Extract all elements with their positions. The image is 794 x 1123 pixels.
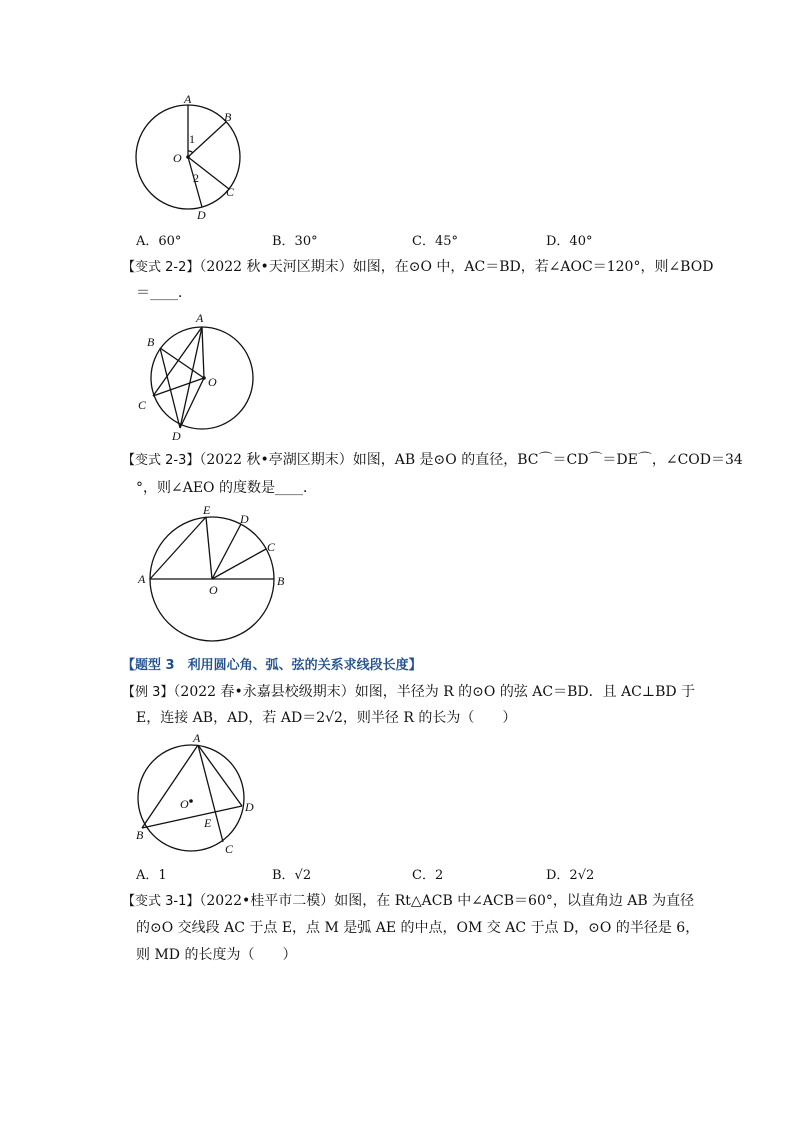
fig4-label-D: D [245,800,254,814]
fig4-label-E: E [204,816,212,830]
example-3-line1 [122,682,695,703]
fig3-label-C: C [267,540,276,554]
section-3-title-text: 【题型 3 利用圆心角、弧、弦的关系求线段长度】 [122,658,422,673]
example-3-tag: 【例 3】 [122,685,174,700]
section-3-title [122,655,422,676]
question-2-3-tag: 【变式 2-3】 [122,453,200,468]
example-3-option-d: D．2√2 [546,868,595,883]
figure-1-circle-diagram [128,92,258,222]
question-3-1-line1 [122,891,694,912]
figure-3-circle-diagram [132,502,298,646]
fig1-angle-2: 2 [193,171,199,185]
example-3-option-c: C．2 [412,868,444,883]
question-2-3-line2: °，则∠AEO 的度数是____． [136,480,317,496]
question-2-2-tag: 【变式 2-2】 [122,260,200,275]
question-3-1-line2: 的⊙O 交线段 AC 于点 E，点 M 是弧 AE 的中点，OM 交 AC 于点 D，⊙O 的半径是 6， [136,920,700,936]
fig2-label-B: B [147,335,155,349]
question-2-3-line1 [122,450,743,471]
q1-option-a: A．60° [136,234,182,249]
example-3-line2: E，连接 AB，AD，若 AD＝2√2，则半径 R 的长为（ ） [136,710,517,726]
fig1-label-C: C [226,185,235,199]
fig1-angle-1: 1 [189,132,195,146]
example-3-option-b: B．√2 [272,868,312,883]
fig4-label-B: B [136,828,144,842]
fig3-label-E: E [203,503,211,517]
fig2-label-C: C [138,398,147,412]
question-2-3-text-1: （2022 秋•亭湖区期末）如图，AB 是⊙O 的直径，BC⌒＝CD⌒＝DE⌒，∠COD＝34 [199,452,743,468]
q1-option-c: C．45° [412,234,458,249]
fig2-label-D: D [172,429,181,440]
fig1-label-O: O [173,151,182,165]
question-2-2-line1 [122,257,713,278]
fig3-label-A: A [138,572,146,586]
example-3-text-1: （2022 春•永嘉县校级期末）如图，半径为 R 的⊙O 的弦 AC＝BD．且 AC⊥BD 于 [173,684,696,700]
fig2-label-A: A [196,311,204,325]
fig1-label-B: B [224,110,232,124]
fig4-label-A: A [193,731,201,745]
fig3-label-B: B [277,574,285,588]
question-3-1-text-1: （2022•桂平市二模）如图，在 Rt△ACB 中∠ACB＝60°，以直角边 AB 为直径 [199,893,695,909]
question-2-2-text-1: （2022 秋•天河区期末）如图，在⊙O 中，AC＝BD，若∠AOC＝120°，则∠BOD [199,259,714,275]
q1-option-b: B．30° [272,234,318,249]
question-2-2-line2: ＝____． [136,285,192,301]
fig1-label-A: A [184,92,192,106]
figure-2-circle-diagram [134,308,264,440]
fig1-label-D: D [197,208,206,222]
question-3-1-line3: 则 MD 的长度为（ ） [136,947,297,963]
figure-4-circle-diagram [130,730,270,860]
example-3-option-a: A．1 [136,868,167,883]
fig2-label-O: O [208,375,217,389]
fig3-label-O: O [209,583,218,597]
fig4-label-C: C [225,842,234,856]
question-3-1-tag: 【变式 3-1】 [122,894,200,909]
q1-option-d: D．40° [546,234,593,249]
fig3-label-D: D [240,512,249,526]
fig4-label-O: O [180,797,189,811]
